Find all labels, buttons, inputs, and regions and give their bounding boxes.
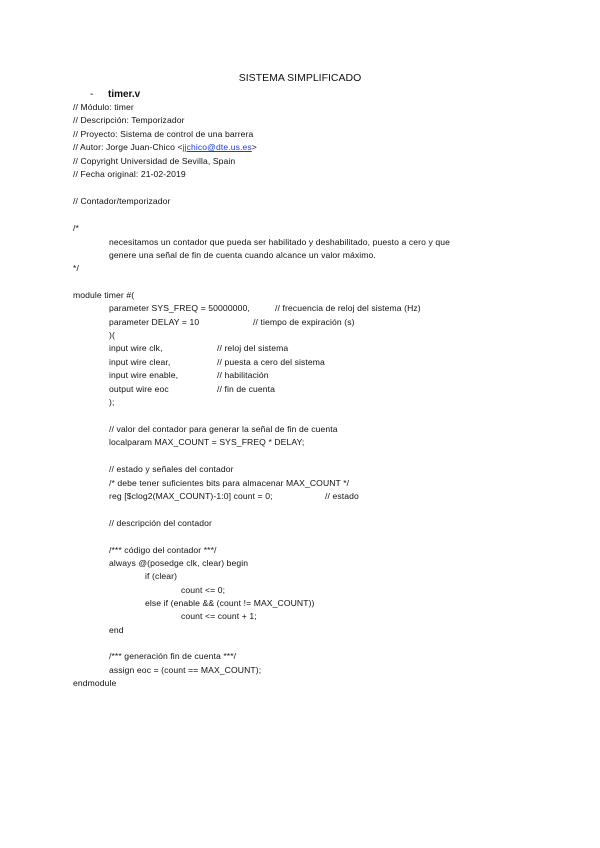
- paren-open: )(: [109, 330, 115, 340]
- reg-line: reg [$clog2(MAX_COUNT)-1:0] count = 0;: [109, 491, 273, 501]
- count-increment-line: count <= count + 1;: [181, 611, 257, 621]
- file-heading: [90, 89, 140, 100]
- param-sys-freq: parameter SYS_FREQ = 50000000,: [109, 303, 250, 313]
- comment-body-line2: genere una señal de fin de cuenta cuando alcance un valor máximo.: [109, 250, 376, 260]
- comment-body-line1: necesitamos un contador que pueda ser habilitado y deshabilitado, puesto a cero y que: [109, 237, 451, 247]
- comment-close: */: [73, 263, 79, 273]
- header-descripcion: // Descripción: Temporizador: [73, 115, 185, 125]
- autor-suffix: >: [251, 142, 257, 152]
- param-sys-freq-comment: // frecuencia de reloj del sistema (Hz): [275, 303, 421, 313]
- comment-contador: // Contador/temporizador: [73, 196, 171, 206]
- if-clear-line: if (clear): [145, 571, 178, 581]
- else-if-line: else if (enable && (count != MAX_COUNT)): [145, 598, 315, 608]
- header-autor: [73, 142, 257, 153]
- paren-close: );: [109, 397, 115, 407]
- reg-comment: // estado: [325, 491, 359, 501]
- autor-prefix: // Autor: Jorge Juan-Chico <: [73, 142, 183, 152]
- end-line: end: [109, 625, 124, 635]
- autor-email-link[interactable]: jjchico@dte.us.es: [182, 142, 252, 152]
- comment-generacion: /*** generación fin de cuenta ***/: [109, 651, 237, 661]
- port-clk-comment: // reloj del sistema: [217, 343, 289, 353]
- header-fecha: // Fecha original: 21-02-2019: [73, 169, 186, 179]
- localparam-line: localparam MAX_COUNT = SYS_FREQ * DELAY;: [109, 437, 305, 447]
- port-eoc-comment: // fin de cuenta: [217, 384, 275, 394]
- document-title: SISTEMA SIMPLIFICADO: [238, 72, 362, 84]
- header-modulo: // Módulo: timer: [73, 102, 134, 112]
- comment-open: /*: [73, 223, 79, 233]
- always-line: always @(posedge clk, clear) begin: [109, 558, 249, 568]
- port-enable: input wire enable,: [109, 370, 179, 380]
- comment-descripcion: // descripción del contador: [109, 518, 213, 528]
- bullet-dash: -: [90, 89, 94, 100]
- header-copyright: // Copyright Universidad de Sevilla, Spain: [73, 156, 236, 166]
- file-name: timer.v: [108, 89, 141, 100]
- port-clk: input wire clk,: [109, 343, 163, 353]
- port-clear: input wire clear,: [109, 357, 171, 367]
- param-delay-comment: // tiempo de expiración (s): [253, 317, 355, 327]
- module-declaration: module timer #(: [73, 290, 135, 300]
- comment-codigo: /*** código del contador ***/: [109, 545, 217, 555]
- comment-bits: /* debe tener suficientes bits para almacenar MAX_COUNT */: [109, 478, 350, 488]
- port-clear-comment: // puesta a cero del sistema: [217, 357, 325, 367]
- assign-line: assign eoc = (count == MAX_COUNT);: [109, 665, 262, 675]
- comment-estado: // estado y señales del contador: [109, 464, 234, 474]
- header-proyecto: // Proyecto: Sistema de control de una barrera: [73, 129, 254, 139]
- endmodule-line: endmodule: [73, 678, 117, 688]
- comment-valor: // valor del contador para generar la señal de fin de cuenta: [109, 424, 338, 434]
- port-enable-comment: // habilitación: [217, 370, 269, 380]
- port-eoc: output wire eoc: [109, 384, 169, 394]
- param-delay: parameter DELAY = 10: [109, 317, 200, 327]
- count-reset-line: count <= 0;: [181, 585, 226, 595]
